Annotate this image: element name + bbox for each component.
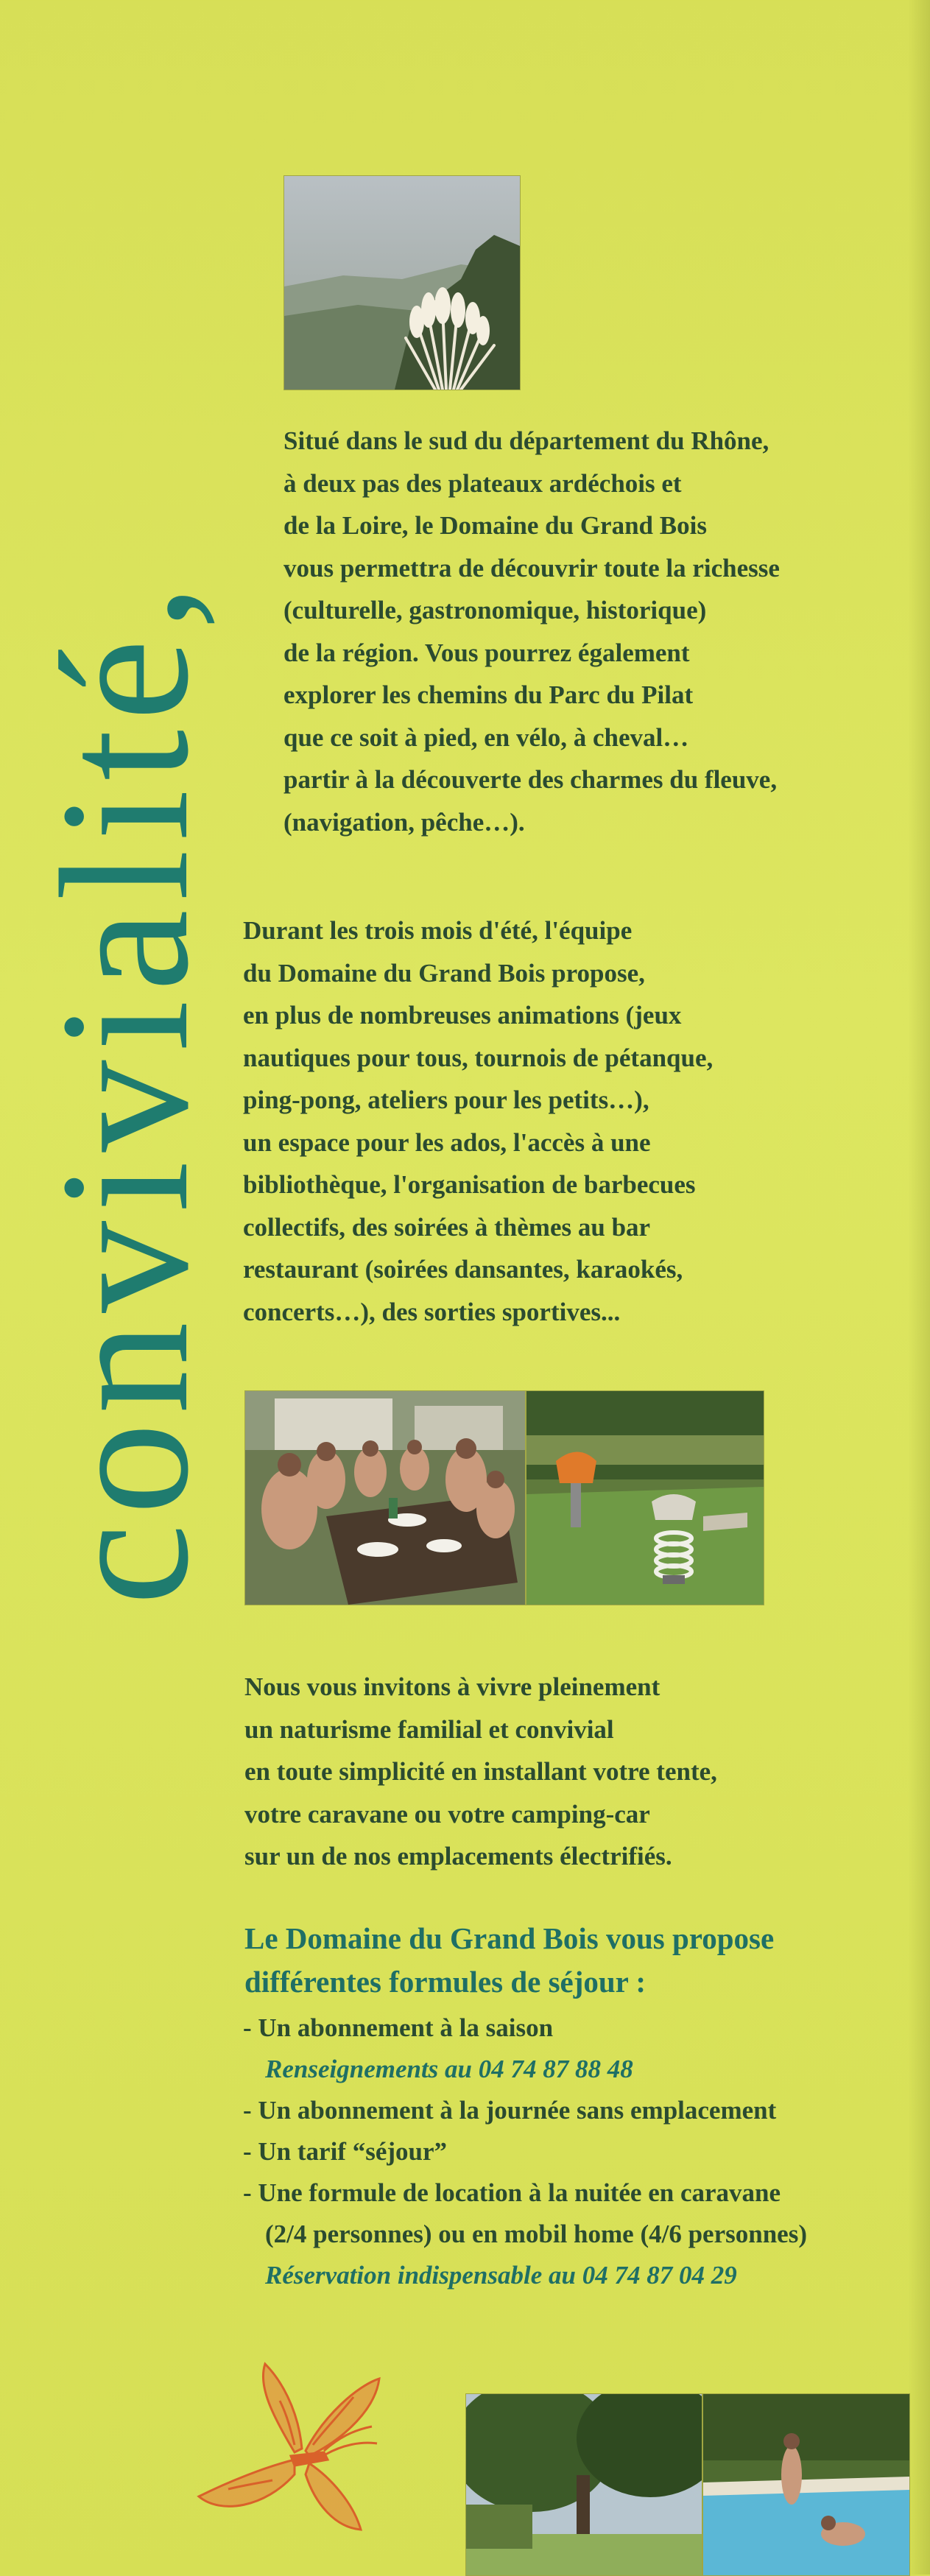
moth-illustration bbox=[184, 2357, 405, 2541]
intro-line: de la Loire, le Domaine du Grand Bois bbox=[283, 511, 707, 540]
intro-line: de la région. Vous pourrez également bbox=[283, 638, 690, 667]
invite-line: en toute simplicité en installant votre tente, bbox=[244, 1757, 717, 1786]
group-meal-photo bbox=[244, 1390, 526, 1605]
invite-line: Nous vous invitons à vivre pleinement bbox=[244, 1672, 660, 1701]
offers-heading-line: Le Domaine du Grand Bois vous propose bbox=[244, 1921, 775, 1955]
summer-line: bibliothèque, l'organisation de barbecues bbox=[243, 1170, 696, 1199]
intro-line: Situé dans le sud du département du Rhône, bbox=[283, 426, 769, 455]
offers-list bbox=[243, 2007, 807, 2296]
invite-line: un naturisme familial et convivial bbox=[244, 1714, 614, 1744]
summer-line: nautiques pour tous, tournois de pétanque, bbox=[243, 1043, 714, 1072]
landscape-photo bbox=[283, 175, 521, 390]
intro-line: (navigation, pêche…). bbox=[283, 807, 525, 837]
offer-reservation-note: Réservation indispensable au 04 74 87 04 29 bbox=[265, 2261, 737, 2290]
swimming-pool-photo bbox=[702, 2393, 910, 2576]
intro-line: à deux pas des plateaux ardéchois et bbox=[283, 468, 682, 498]
intro-line: vous permettra de découvrir toute la richesse bbox=[283, 553, 780, 583]
page-fold-shadow bbox=[908, 0, 930, 2575]
offer-item: - Un abonnement à la journée sans emplacement bbox=[243, 2096, 777, 2125]
vertical-title: convivialité, bbox=[23, 575, 227, 1605]
invite-paragraph bbox=[244, 1666, 717, 1878]
park-trees-photo bbox=[465, 2393, 702, 2576]
summer-line: ping-pong, ateliers pour les petits…), bbox=[243, 1085, 649, 1114]
invite-line: sur un de nos emplacements électrifiés. bbox=[244, 1842, 672, 1871]
offers-heading-line: différentes formules de séjour : bbox=[244, 1965, 647, 1999]
summer-line: en plus de nombreuses animations (jeux bbox=[243, 1001, 682, 1030]
intro-line: explorer les chemins du Parc du Pilat bbox=[283, 680, 694, 709]
summer-line: collectifs, des soirées à thèmes au bar bbox=[243, 1212, 651, 1242]
intro-line: partir à la découverte des charmes du fleuve, bbox=[283, 765, 778, 794]
offer-item: - Une formule de location à la nuitée en caravane bbox=[243, 2178, 781, 2207]
offer-item: - Un tarif “séjour” bbox=[243, 2137, 448, 2166]
intro-line: que ce soit à pied, en vélo, à cheval… bbox=[283, 722, 689, 752]
invite-line: votre caravane ou votre camping-car bbox=[244, 1799, 650, 1829]
offer-item-continuation: (2/4 personnes) ou en mobil home (4/6 personnes) bbox=[265, 2220, 807, 2248]
intro-paragraph bbox=[283, 420, 780, 843]
summer-paragraph bbox=[243, 909, 713, 1333]
offer-item: - Un abonnement à la saison bbox=[243, 2013, 554, 2042]
summer-line: concerts…), des sorties sportives... bbox=[243, 1297, 621, 1326]
summer-line: Durant les trois mois d'été, l'équipe bbox=[243, 916, 633, 945]
summer-line: du Domaine du Grand Bois propose, bbox=[243, 958, 645, 988]
offers-heading bbox=[244, 1917, 774, 2004]
summer-line: un espace pour les ados, l'accès à une bbox=[243, 1127, 651, 1157]
offer-contact-note: Renseignements au 04 74 87 88 48 bbox=[265, 2055, 633, 2083]
intro-line: (culturelle, gastronomique, historique) bbox=[283, 596, 707, 624]
summer-line: restaurant (soirées dansantes, karaokés, bbox=[243, 1255, 683, 1284]
playground-photo bbox=[526, 1390, 764, 1605]
